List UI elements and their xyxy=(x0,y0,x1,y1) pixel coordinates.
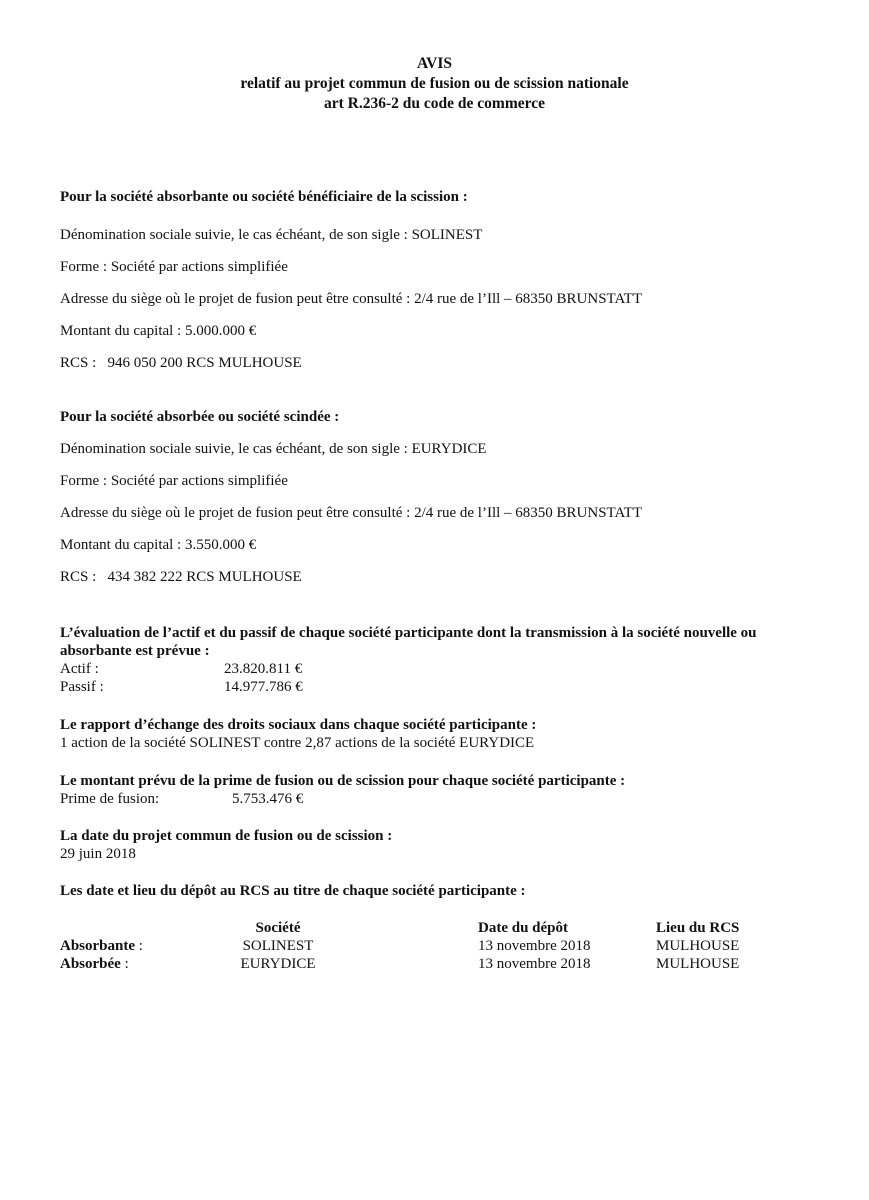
row-role xyxy=(60,955,129,973)
row-role-separator: : xyxy=(135,938,143,954)
row-role-label: Absorbante xyxy=(60,938,136,954)
absorbee-capital: Montant du capital : 3.550.000 € xyxy=(60,537,257,553)
column-header-lieu: Lieu du RCS xyxy=(656,920,740,936)
title-line-2: relatif au projet commun de fusion ou de scission nationale xyxy=(240,75,629,92)
rapport-text: 1 action de la société SOLINEST contre 2,87 actions de la société EURYDICE xyxy=(60,735,535,751)
date-projet-heading: La date du projet commun de fusion ou de scission : xyxy=(60,828,393,844)
actif-label: Actif : xyxy=(60,661,99,677)
document-title xyxy=(0,54,869,114)
row-lieu: MULHOUSE xyxy=(656,938,740,954)
absorbante-adresse: Adresse du siège où le projet de fusion peut être consulté : 2/4 rue de l’Ill – 68350 BRUNSTATT xyxy=(60,291,643,307)
absorbante-denomination: Dénomination sociale suivie, le cas échéant, de son sigle : SOLINEST xyxy=(60,227,483,243)
column-header-date: Date du dépôt xyxy=(478,920,569,936)
row-lieu: MULHOUSE xyxy=(656,956,740,972)
row-societe: EURYDICE xyxy=(240,956,316,972)
actif-value: 23.820.811 € xyxy=(224,661,303,677)
prime-label: Prime de fusion: xyxy=(60,791,160,807)
prime-value: 5.753.476 € xyxy=(232,791,304,807)
row-role-label: Absorbée xyxy=(60,956,121,972)
absorbante-rcs: RCS : 946 050 200 RCS MULHOUSE xyxy=(60,355,302,371)
absorbante-capital: Montant du capital : 5.000.000 € xyxy=(60,323,257,339)
absorbante-forme: Forme : Société par actions simplifiée xyxy=(60,259,288,275)
absorbee-denomination: Dénomination sociale suivie, le cas échéant, de son sigle : EURYDICE xyxy=(60,441,487,457)
row-date: 13 novembre 2018 xyxy=(478,956,591,972)
title-line-1: AVIS xyxy=(416,55,453,72)
absorbante-heading: Pour la société absorbante ou société bénéficiaire de la scission : xyxy=(60,189,468,205)
row-role xyxy=(60,937,143,955)
absorbee-rcs: RCS : 434 382 222 RCS MULHOUSE xyxy=(60,569,302,585)
depot-heading: Les date et lieu du dépôt au RCS au titre de chaque société participante : xyxy=(60,883,526,899)
passif-label: Passif : xyxy=(60,679,104,695)
title-line-3: art R.236-2 du code de commerce xyxy=(324,95,545,112)
evaluation-heading: L’évaluation de l’actif et du passif de chaque société participante dont la transmission à la société nouvelle ou absorbante est prévue : xyxy=(60,625,757,659)
absorbee-forme: Forme : Société par actions simplifiée xyxy=(60,473,288,489)
rapport-heading: Le rapport d’échange des droits sociaux dans chaque société participante : xyxy=(60,717,537,733)
passif-value: 14.977.786 € xyxy=(224,679,303,695)
column-header-societe: Société xyxy=(255,920,301,936)
prime-heading: Le montant prévu de la prime de fusion ou de scission pour chaque société participante : xyxy=(60,773,626,789)
absorbee-heading: Pour la société absorbée ou société scindée : xyxy=(60,409,340,425)
row-societe: SOLINEST xyxy=(242,938,314,954)
date-projet-value: 29 juin 2018 xyxy=(60,846,136,862)
absorbee-adresse: Adresse du siège où le projet de fusion peut être consulté : 2/4 rue de l’Ill – 68350 BRUNSTATT xyxy=(60,505,643,521)
row-date: 13 novembre 2018 xyxy=(478,938,591,954)
row-role-separator: : xyxy=(120,956,129,972)
